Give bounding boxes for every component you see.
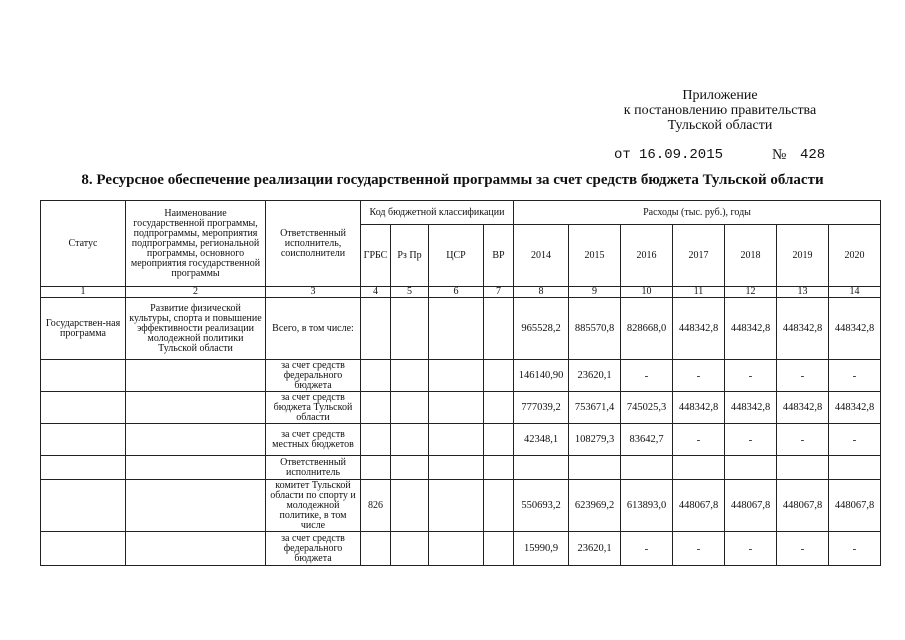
- vr-cell: [484, 298, 514, 360]
- amount-cell: -: [673, 424, 725, 456]
- amount-cell: 828668,0: [621, 298, 673, 360]
- grbs-cell: [361, 456, 391, 480]
- amount-cell: -: [621, 532, 673, 566]
- name-cell: Развитие физической культуры, спорта и повышение эффективности реализации молодежной политики Тульской области: [126, 298, 266, 360]
- amount-cell: [777, 456, 829, 480]
- column-number-row: [41, 287, 881, 298]
- amount-cell: [673, 456, 725, 480]
- appendix-line: к постановлению правительства: [623, 103, 817, 118]
- rzpr-cell: [391, 360, 429, 392]
- grbs-cell: [361, 532, 391, 566]
- amount-cell: -: [673, 360, 725, 392]
- executor-cell: за счет средств местных бюджетов: [266, 424, 361, 456]
- amount-cell: 448067,8: [673, 480, 725, 532]
- csr-cell: [429, 424, 484, 456]
- vr-cell: [484, 360, 514, 392]
- amount-cell: 550693,2: [514, 480, 569, 532]
- page-title: 8. Ресурсное обеспечение реализации государственной программы за счет средств бюджета Тульской области: [81, 172, 824, 188]
- rzpr-cell: [391, 424, 429, 456]
- vr-cell: [484, 480, 514, 532]
- header-expenses: Расходы (тыс. руб.), годы: [514, 201, 881, 225]
- amount-cell: 23620,1: [569, 532, 621, 566]
- amount-cell: [621, 456, 673, 480]
- amount-cell: 448342,8: [777, 392, 829, 424]
- amount-cell: 623969,2: [569, 480, 621, 532]
- amount-cell: 42348,1: [514, 424, 569, 456]
- status-cell: [41, 480, 126, 532]
- federal-budget-row: [41, 360, 881, 392]
- appendix-block: [590, 88, 850, 133]
- column-number: 8: [514, 287, 569, 298]
- amount-cell: 965528,2: [514, 298, 569, 360]
- amount-cell: 885570,8: [569, 298, 621, 360]
- amount-cell: -: [829, 532, 881, 566]
- executor-cell: Ответственный исполнитель: [266, 456, 361, 480]
- status-cell: [41, 424, 126, 456]
- name-cell: [126, 480, 266, 532]
- amount-cell: 448342,8: [777, 298, 829, 360]
- amount-cell: [569, 456, 621, 480]
- header-year: 2017: [673, 225, 725, 287]
- name-cell: [126, 456, 266, 480]
- amount-cell: -: [621, 360, 673, 392]
- amount-cell: [514, 456, 569, 480]
- column-number: 3: [266, 287, 361, 298]
- amount-cell: 23620,1: [569, 360, 621, 392]
- name-cell: [126, 392, 266, 424]
- csr-cell: [429, 480, 484, 532]
- grbs-cell: [361, 424, 391, 456]
- status-cell: [41, 456, 126, 480]
- header-budget-code: Код бюджетной классификации: [361, 201, 514, 225]
- amount-cell: 613893,0: [621, 480, 673, 532]
- amount-cell: 83642,7: [621, 424, 673, 456]
- csr-cell: [429, 532, 484, 566]
- name-cell: [126, 360, 266, 392]
- amount-cell: -: [725, 360, 777, 392]
- executor-cell: Всего, в том числе:: [266, 298, 361, 360]
- amount-cell: 745025,3: [621, 392, 673, 424]
- amount-cell: -: [777, 424, 829, 456]
- amount-cell: -: [725, 424, 777, 456]
- executor-label-row: [41, 456, 881, 480]
- amount-cell: [829, 456, 881, 480]
- amount-cell: -: [725, 532, 777, 566]
- executor-cell: комитет Тульской области по спорту и молодежной политике, в том числе: [266, 480, 361, 532]
- program-total-row: [41, 298, 881, 360]
- grbs-cell: [361, 360, 391, 392]
- amount-cell: -: [673, 532, 725, 566]
- vr-cell: [484, 456, 514, 480]
- rzpr-cell: [391, 480, 429, 532]
- appendix-line: Приложение: [682, 88, 758, 103]
- csr-cell: [429, 360, 484, 392]
- amount-cell: 108279,3: [569, 424, 621, 456]
- column-number: 11: [673, 287, 725, 298]
- header-status: Статус: [41, 201, 126, 287]
- amount-cell: -: [829, 360, 881, 392]
- header-year: 2015: [569, 225, 621, 287]
- rzpr-cell: [391, 392, 429, 424]
- executor-cell: за счет средств федерального бюджета: [266, 532, 361, 566]
- column-number: 12: [725, 287, 777, 298]
- appendix-line: Тульской области: [667, 118, 773, 133]
- column-number: 1: [41, 287, 126, 298]
- vr-cell: [484, 424, 514, 456]
- header-year: 2018: [725, 225, 777, 287]
- amount-cell: 448342,8: [725, 298, 777, 360]
- rzpr-cell: [391, 298, 429, 360]
- amount-cell: -: [777, 360, 829, 392]
- executor-cell: за счет средств федерального бюджета: [266, 360, 361, 392]
- name-cell: [126, 532, 266, 566]
- amount-cell: 448342,8: [725, 392, 777, 424]
- header-vr: ВР: [484, 225, 514, 287]
- header-year: 2016: [621, 225, 673, 287]
- amount-cell: 448342,8: [829, 298, 881, 360]
- regional-budget-row: [41, 392, 881, 424]
- amount-cell: 448342,8: [829, 392, 881, 424]
- status-cell: [41, 532, 126, 566]
- vr-cell: [484, 392, 514, 424]
- header-row: [41, 201, 881, 225]
- column-number: 7: [484, 287, 514, 298]
- grbs-cell: [361, 392, 391, 424]
- csr-cell: [429, 392, 484, 424]
- column-number: 10: [621, 287, 673, 298]
- status-cell: [41, 360, 126, 392]
- amount-cell: 448342,8: [673, 392, 725, 424]
- amount-cell: 448342,8: [673, 298, 725, 360]
- csr-cell: [429, 456, 484, 480]
- status-cell: [41, 392, 126, 424]
- name-cell: [126, 424, 266, 456]
- csr-cell: [429, 298, 484, 360]
- column-number: 6: [429, 287, 484, 298]
- committee-federal-row: [41, 532, 881, 566]
- header-year: 2020: [829, 225, 881, 287]
- amount-cell: 15990,9: [514, 532, 569, 566]
- column-number: 2: [126, 287, 266, 298]
- budget-table: [40, 200, 881, 566]
- rzpr-cell: [391, 532, 429, 566]
- amount-cell: -: [829, 424, 881, 456]
- decree-number: 428: [800, 147, 826, 163]
- local-budget-row: [41, 424, 881, 456]
- column-number: 13: [777, 287, 829, 298]
- header-csr: ЦСР: [429, 225, 484, 287]
- status-cell: Государствен-ная программа: [41, 298, 126, 360]
- column-number: 9: [569, 287, 621, 298]
- committee-row: [41, 480, 881, 532]
- amount-cell: 753671,4: [569, 392, 621, 424]
- amount-cell: -: [777, 532, 829, 566]
- vr-cell: [484, 532, 514, 566]
- decree-date: 16.09.2015: [639, 147, 724, 163]
- rzpr-cell: [391, 456, 429, 480]
- header-executor: Ответственный исполнитель, соисполнители: [266, 201, 361, 287]
- amount-cell: 146140,90: [514, 360, 569, 392]
- column-number: 4: [361, 287, 391, 298]
- amount-cell: 448067,8: [829, 480, 881, 532]
- column-number: 14: [829, 287, 881, 298]
- header-grbs: ГРБС: [361, 225, 391, 287]
- amount-cell: [725, 456, 777, 480]
- grbs-cell: [361, 298, 391, 360]
- grbs-cell: 826: [361, 480, 391, 532]
- header-year: 2019: [777, 225, 829, 287]
- header-name: Наименование государственной программы, подпрограммы, мероприятия подпрограммы, региональной программы, основного мероприятия государственной программы: [126, 201, 266, 287]
- amount-cell: 777039,2: [514, 392, 569, 424]
- executor-cell: за счет средств бюджета Тульской области: [266, 392, 361, 424]
- column-number: 5: [391, 287, 429, 298]
- header-year: 2014: [514, 225, 569, 287]
- from-label: от: [614, 147, 631, 163]
- header-rzpr: Рз Пр: [391, 225, 429, 287]
- number-sign: №: [772, 147, 787, 163]
- amount-cell: 448067,8: [725, 480, 777, 532]
- amount-cell: 448067,8: [777, 480, 829, 532]
